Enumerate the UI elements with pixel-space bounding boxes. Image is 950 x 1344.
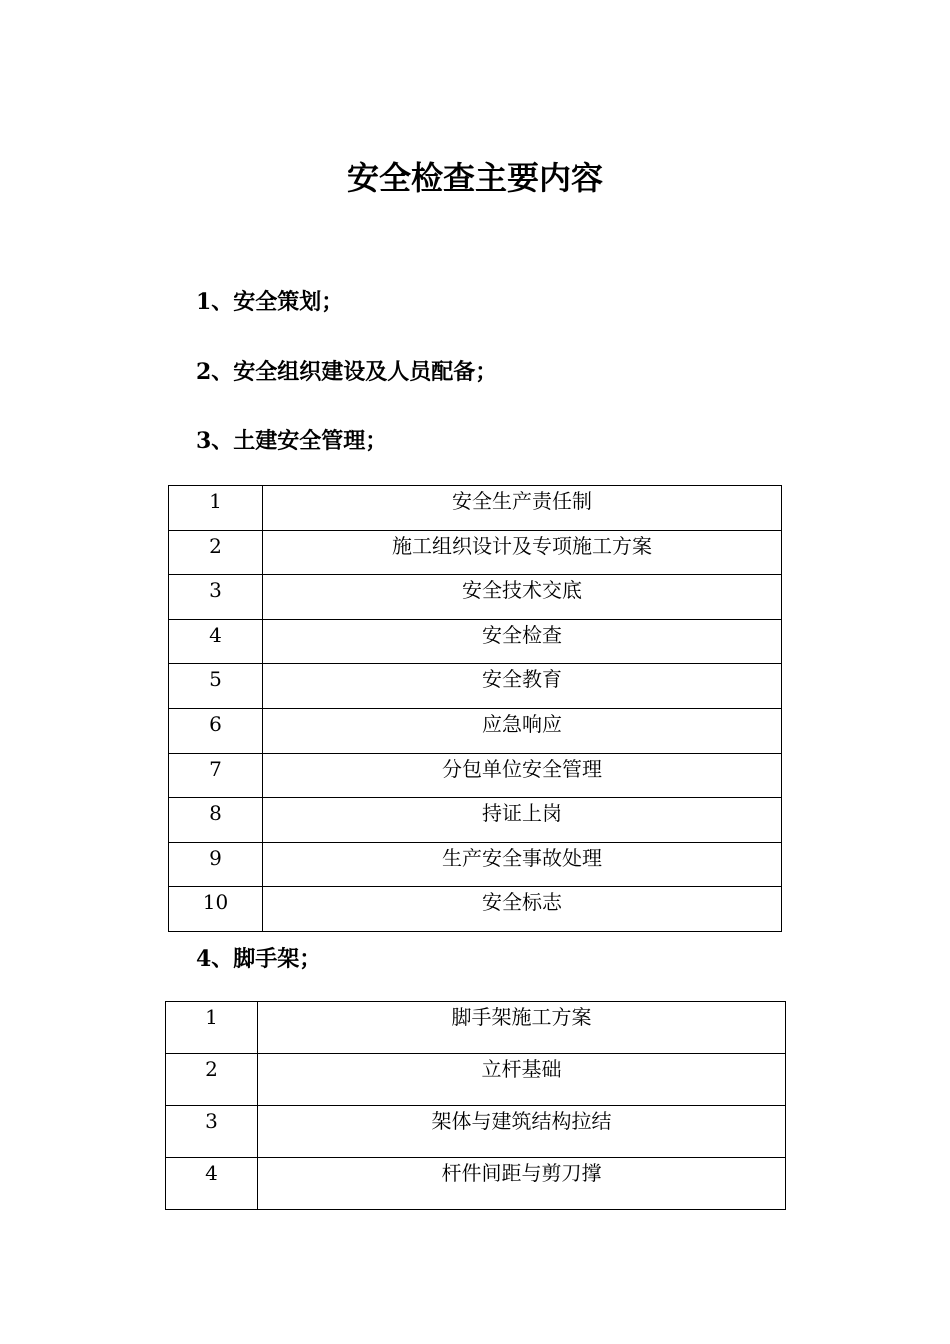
table-row — [169, 575, 782, 620]
table-row — [169, 798, 782, 843]
row-item: 安全检查 — [263, 619, 782, 664]
row-number: 7 — [169, 753, 263, 798]
table-row — [169, 530, 782, 575]
section-heading-4: 4、脚手架； — [196, 946, 322, 972]
row-item: 安全技术交底 — [263, 575, 782, 620]
table-row — [166, 1106, 786, 1158]
row-number: 4 — [169, 619, 263, 664]
row-item: 脚手架施工方案 — [258, 1002, 786, 1054]
row-item: 应急响应 — [263, 708, 782, 753]
row-number: 9 — [169, 842, 263, 887]
row-item: 架体与建筑结构拉结 — [258, 1106, 786, 1158]
row-number: 3 — [166, 1106, 258, 1158]
table-row — [169, 842, 782, 887]
row-number: 3 — [169, 575, 263, 620]
row-number: 10 — [169, 887, 263, 932]
table-row — [166, 1002, 786, 1054]
row-item: 安全生产责任制 — [263, 486, 782, 531]
table-row — [169, 486, 782, 531]
civil-safety-table — [168, 485, 782, 932]
row-item: 立杆基础 — [258, 1054, 786, 1106]
table-row — [169, 887, 782, 932]
row-number: 4 — [166, 1158, 258, 1210]
row-item: 施工组织设计及专项施工方案 — [263, 530, 782, 575]
row-number: 2 — [166, 1054, 258, 1106]
page-title: 安全检查主要内容 — [346, 159, 603, 197]
row-number: 2 — [169, 530, 263, 575]
table-row — [169, 753, 782, 798]
table-row — [166, 1054, 786, 1106]
table-row — [169, 619, 782, 664]
row-number: 8 — [169, 798, 263, 843]
row-item: 安全教育 — [263, 664, 782, 709]
row-number: 1 — [169, 486, 263, 531]
scaffold-table — [165, 1001, 786, 1210]
row-item: 生产安全事故处理 — [263, 842, 782, 887]
row-item: 分包单位安全管理 — [263, 753, 782, 798]
section-heading-3: 3、土建安全管理； — [196, 428, 388, 454]
row-number: 6 — [169, 708, 263, 753]
row-number: 5 — [169, 664, 263, 709]
table-row — [169, 664, 782, 709]
section-heading-2: 2、安全组织建设及人员配备； — [196, 359, 498, 385]
row-item: 杆件间距与剪刀撑 — [258, 1158, 786, 1210]
section-heading-1: 1、安全策划； — [196, 289, 344, 315]
table-row — [166, 1158, 786, 1210]
row-number: 1 — [166, 1002, 258, 1054]
row-item: 持证上岗 — [263, 798, 782, 843]
row-item: 安全标志 — [263, 887, 782, 932]
table-row — [169, 708, 782, 753]
